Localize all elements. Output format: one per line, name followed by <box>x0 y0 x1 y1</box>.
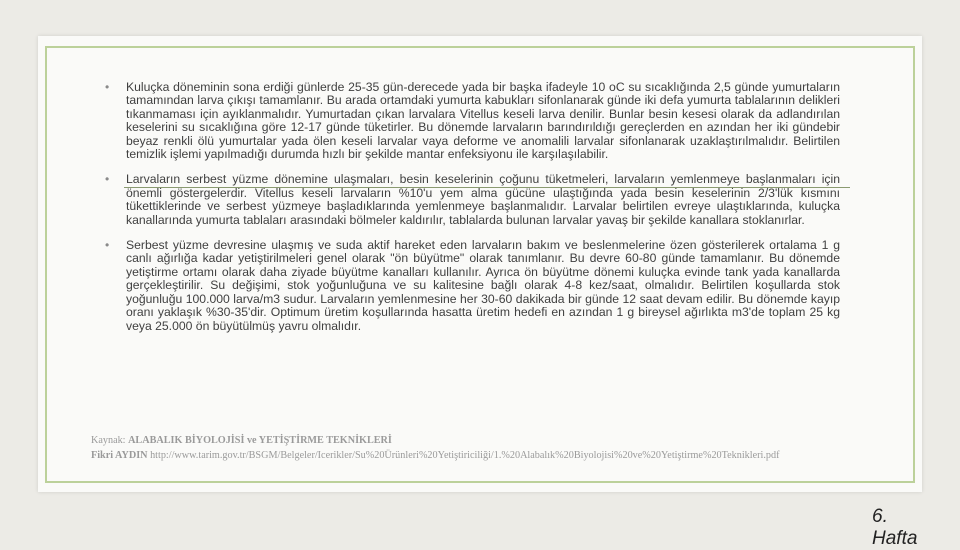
page-number: 6. <box>872 506 888 527</box>
source-author: Fikri AYDIN <box>91 450 148 461</box>
bullet-marker: • <box>105 80 110 94</box>
bullet-text: Larvaların serbest yüzme dönemine ulaşmaları, besin keselerinin çoğunu tüketmeleri, larvaların yemlenmeye başlanmaları için önemli göstergelerdir. Vitellus keseli larvaların %10'u yem alma gücüne ulaştığında yada besin keselerinin 2/3'lük kısmını tükettiklerinde ve serbest yüzmeye başladıklarında yemlenmeye başlanmalıdır. Larvalar belirtilen evreye ulaştıklarında, kuluçka kanallarında yumurta tablaları arasındaki bölmeler kaldırılır, tablalarda bulunan larvalar yavaş bir şekilde kanallara stoklanırlar. <box>126 172 840 227</box>
source-label: Kaynak: <box>91 435 126 446</box>
page-label: Hafta <box>872 528 918 549</box>
source-line-1 <box>91 433 891 448</box>
source-url[interactable]: http://www.tarim.gov.tr/BSGM/Belgeler/Icerikler/Su%20Ürünleri%20Yetiştiriciliği/1.%20Alabalık%20Biyolojisi%20ve%20Yetiştirme%20Teknikleri.pdf <box>150 450 780 461</box>
bullet-item-1 <box>88 81 840 161</box>
bullet-text: Serbest yüzme devresine ulaşmış ve suda aktif hareket eden larvaların bakım ve beslenmelerine özen gösterilerek ortalama 1 g canlı ağırlığa kadar yetiştirilmeleri genel olarak "ön büyütme" olarak tanımlanır. Bu devre 60-80 günde tamamlanır. Bu dönemde yetiştirme ortamı olarak daha ziyade büyütme kanalları kullanılır. Ayrıca ön büyütme dönemi kuluçka evinde tank yada kanallarda gerçekleştirilir. Su değişimi, stok yoğunluğuna ve su kalitesine bağlı olarak 4-8 kez/saat, olmalıdır. Belirtilen koşullarda stok yoğunluğu 100.000 larva/m3 sudur. Larvaların yemlenmesine her 30-60 dakikada bir günde 12 saat devam edilir. Bu dönemde kayıp oranı yaklaşık %30-35'dir. Optimum üretim koşullarında hasatta üretim hedefi en azından 1 g bireysel ağırlıkta m3'de toplam 25 kg veya 25.000 ön büyütülmüş yavru olmalıdır. <box>126 238 840 333</box>
bullet-item-3 <box>88 239 840 333</box>
source-citation <box>91 433 891 463</box>
bullet-marker: • <box>105 172 110 187</box>
source-title: ALABALIK BİYOLOJİSİ ve YETİŞTİRME TEKNİKLERİ <box>128 435 392 446</box>
bullet-marker: • <box>105 238 110 253</box>
source-line-2 <box>91 448 891 463</box>
bullet-list <box>88 81 840 345</box>
bullet-text: Kuluçka döneminin sona erdiği günlerde 25-35 gün-derecede yada bir başka ifadeyle 10 oC su sıcaklığında 2,5 günde yumurtaların tamamından larva çıkışı tamamlanır. Bu arada ortamdaki yumurta kabukları sifonlanarak günde iki defa yumurta tablalarının delikleri tıkanmaması için ayıklanmalıdır. Yumurtadan çıkan larvalara Vitellus keseli larva denilir. Bunlar besin kesesi olarak da adlandırılan keselerini su sıcaklığına göre 12-17 günde tüketirler. Bu dönemde larvaların barındırıldığı gereçlerden en azından her iki gündebir beyaz renkli ölü yumurtalar yada ölen keseli larvalar vaya deforme ve anomalili larvalar sifonlanarak uzaklaştırılmalıdır. Belirtilen temizlik işlemi yapılmadığı durumda hızlı bir şekilde mantar enfeksiyonu ile karşılaşılabilir. <box>126 80 840 162</box>
bullet-item-2 <box>88 173 840 227</box>
